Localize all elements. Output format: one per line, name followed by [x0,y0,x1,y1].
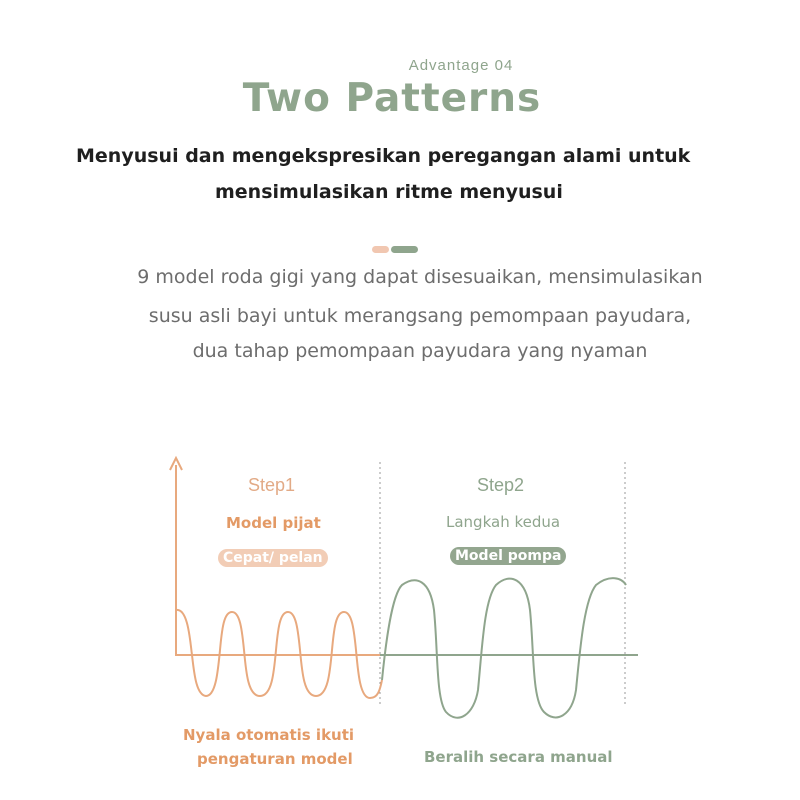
advantage-eyebrow: Advantage 04 [408,57,514,74]
divider-pill-peach [372,246,389,253]
pump-wave [382,578,626,718]
subtitle-line-1: Menyusui dan mengekspresikan peregangan alami untuk [76,145,691,167]
description-line-2: susu asli bayi untuk merangsang pemompaan payudara, [148,305,692,327]
step1-footer-line-1: Nyala otomatis ikuti [183,726,355,744]
divider-pill-green [391,246,418,253]
step2-label: Step2 [477,475,525,495]
subtitle-line-2: mensimulasikan ritme menyusui [215,181,563,203]
step1-footer-line-2: pengaturan model [197,750,353,768]
massage-wave [176,610,382,698]
step1-mode: Model pijat [226,514,321,532]
description-line-3: dua tahap pemompaan payudara yang nyaman [192,340,648,362]
step1-speed-badge: Cepat/ pelan [218,549,328,567]
step2-footer: Beralih secara manual [424,748,613,766]
step2-mode: Langkah kedua [446,513,561,531]
step1-label: Step1 [248,475,296,495]
page-title: Two Patterns [242,76,542,121]
description-line-1: 9 model roda gigi yang dapat disesuaikan, mensimulasikan [137,266,703,288]
step2-mode-badge: Model pompa [450,547,566,565]
